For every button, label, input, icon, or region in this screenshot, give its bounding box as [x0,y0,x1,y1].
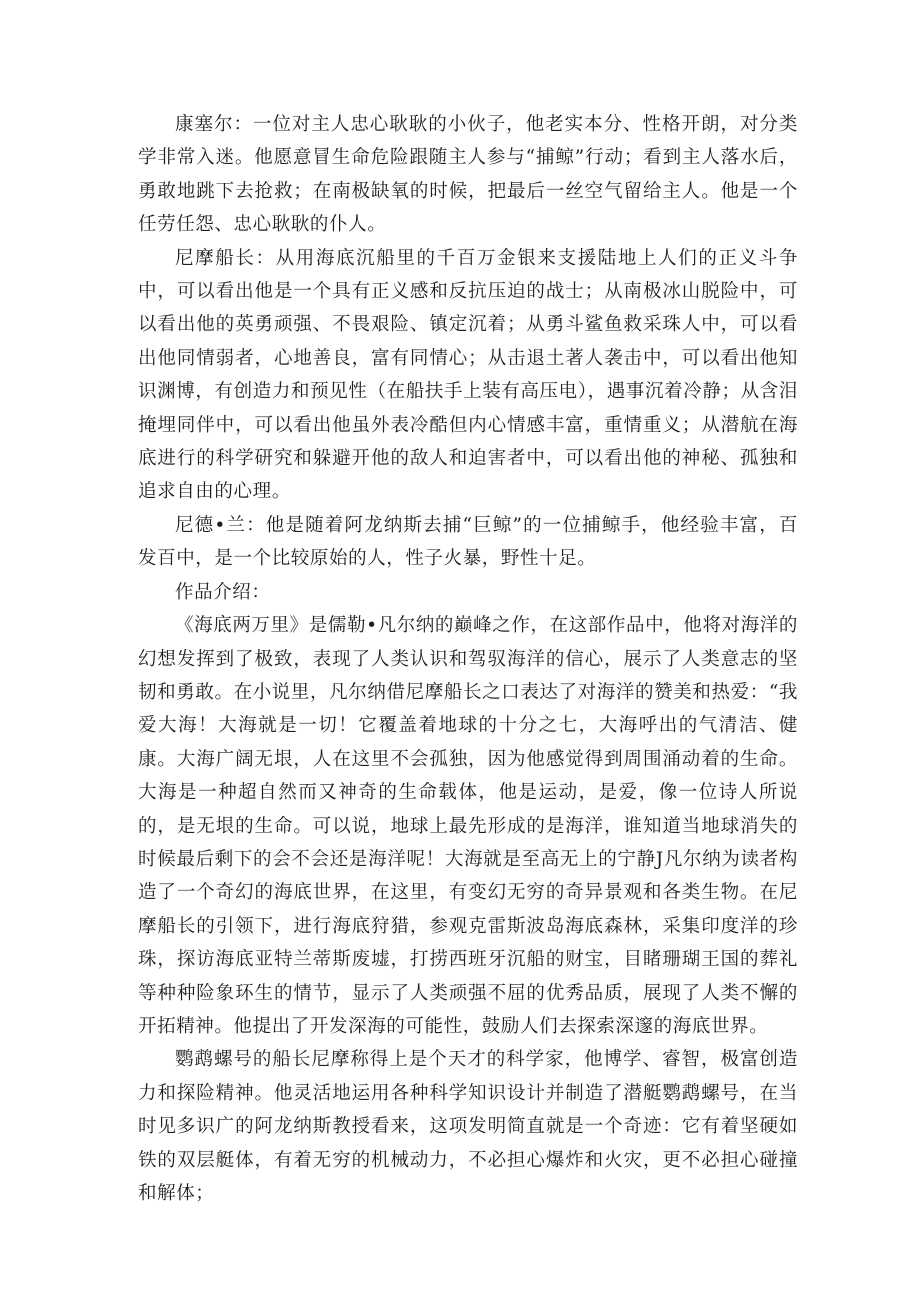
paragraph-conseil: 康塞尔：一位对主人忠心耿耿的小伙子，他老实本分、性格开朗，对分类学非常入迷。他愿意冒生命危险跟随主人参与“捕鲸”行动；看到主人落水后，勇敢地跳下去抢救；在南极缺氧的时候，把最后一丝空气留给主人。他是一个任劳任怨、忠心耿耿的仆人。 [138,114,798,236]
section-heading-work-intro: 作品介绍： [175,581,271,603]
paragraph-nautilus: 鹦鹉螺号的船长尼摩称得上是个天才的科学家，他博学、睿智，极富创造力和探险精神。他灵活地运用各种科学知识设计并制造了潜艇鹦鹉螺号，在当时见多识广的阿龙纳斯教授看来，这项发明简直就是一个奇迹：它有着坚硬如铁的双层艇体，有着无穷的机械动力，不必担心爆炸和火灾，更不必担心碰撞和解体； [138,1049,798,1204]
paragraph-work-intro: 《海底两万里》是儒勒•凡尔纳的巅峰之作，在这部作品中，他将对海洋的幻想发挥到了极致，表现了人类认识和驾驭海洋的信心，展示了人类意志的坚韧和勇敢。在小说里，凡尔纳借尼摩船长之口表达了对海洋的赞美和热爱：“我爱大海！大海就是一切！它覆盖着地球的十分之七，大海呼出的气清洁、健康。大海广阔无垠，人在这里不会孤独，因为他感觉得到周围涌动着的生命。大海是一种超自然而又神奇的生命载体，他是运动，是爱，像一位诗人所说的，是无垠的生命。可以说，地球上最先形成的是海洋，谁知道当地球消失的时候最后剩下的会不会还是海洋呢！大海就是至高无上的宁静J凡尔纳为读者构造了一个奇幻的海底世界，在这里，有变幻无穷的奇异景观和各类生物。在尼摩船长的引领下，进行海底狩猎，参观克雷斯波岛海底森林，采集印度洋的珍珠，探访海底亚特兰蒂斯废墟，打捞西班牙沉船的财宝，目睹珊瑚王国的葬礼等种种险象环生的情节，显示了人类顽强不屈的优秀品质，展现了人类不懈的开拓精神。他提出了开发深海的可能性，鼓励人们去探索深邃的海底世界。 [138,615,798,1037]
document-body [138,108,798,1210]
paragraph-ned-land: 尼德•兰：他是随着阿龙纳斯去捕“巨鲸”的一位捕鲸手，他经验丰富，百发百中，是一个比较原始的人，性子火暴，野性十足。 [138,514,798,570]
paragraph-captain-nemo: 尼摩船长：从用海底沉船里的千百万金银来支援陆地上人们的正义斗争中，可以看出他是一个具有正义感和反抗压迫的战士；从南极冰山脱险中，可以看出他的英勇顽强、不畏艰险、镇定沉着；从勇斗鲨鱼救采珠人中，可以看出他同情弱者，心地善良，富有同情心；从击退土著人袭击中，可以看出他知识渊博，有创造力和预见性（在船扶手上装有高压电），遇事沉着冷静；从含泪掩埋同伴中，可以看出他虽外表冷酷但内心情感丰富，重情重义；从潜航在海底进行的科学研究和躲避开他的敌人和迫害者中，可以看出他的神秘、孤独和追求自由的心理。 [138,247,798,503]
